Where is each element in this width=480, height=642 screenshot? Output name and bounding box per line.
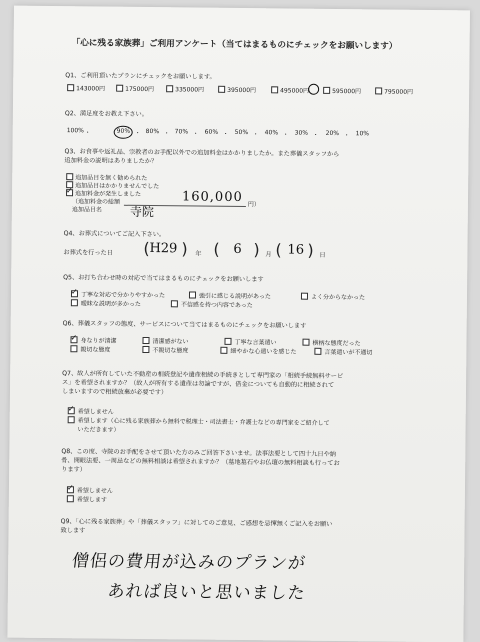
q4-paren-open: ( [275,240,282,260]
q3-option-checkbox[interactable] [66,173,73,180]
q1-selected-mark [308,84,319,95]
q4-date-label: お葬式を行った日 [63,249,113,257]
q9-label-2: 致します [60,527,86,535]
q4-paren-open: ( [213,239,220,259]
q6-option-label: 言葉遣いが不適切 [324,348,373,357]
q2-option-label[interactable]: 50% [234,128,249,137]
q8-option-checkbox[interactable] [67,495,74,502]
survey-sheet [7,6,470,642]
q4-year-suffix: 年 [195,250,202,258]
q1-option-checkbox[interactable] [166,85,173,92]
q6-option-label: 不親切な態度 [152,347,189,355]
q1-option-label: 175000円 [125,85,155,94]
q1-option-checkbox[interactable] [375,87,382,94]
q8-label-2: 骨、開眼法要、一周忌などの無料相談は希望されますか？（墓地墓石やお仏壇の無料相談も行ってお [61,457,340,468]
q3-label-2: 追加料金の説明はありましたか？ [64,157,158,166]
q6-label: Q6、葬儀スタッフの態度、サービスについて当てはまるものにチェックをお願いします [62,320,307,330]
q8-option-checkbox[interactable] [67,486,74,493]
q7-option-label: 希望しません [77,408,114,416]
q1-option-label: 335000円 [175,86,205,94]
q2-option-label[interactable]: 20% [325,129,340,138]
q1-option-checkbox[interactable] [67,84,74,91]
q3-option-checkbox[interactable] [66,189,73,196]
q5-option-checkbox[interactable] [71,299,78,306]
q7-label-3: しまいますので相続放棄が必要です） [61,388,168,397]
q6-option-checkbox[interactable] [220,347,227,354]
q8-option-label: 希望します [76,496,107,504]
survey-title: 「心に残る家族葬」ご利用アンケート（当てはまるものにチェックをお願いします） [71,38,398,52]
q1-label: Q1、ご利用頂いたプランにチェックをお願いします。 [65,72,216,81]
q6-option-checkbox[interactable] [142,346,149,353]
q6-option-label: 身なりが清潔 [80,337,117,345]
q1-option-label: 143000円 [76,85,106,93]
q4-paren-close: ) [181,239,188,259]
q6-option-checkbox[interactable] [142,337,149,344]
q3-amount-handwritten: 160,000 [181,189,243,206]
q2-selected-mark [114,126,133,139]
q6-option-label: 丁寧な言葉遣い [234,338,277,347]
q3-option-label: 追加品目を無く勧められた [75,174,148,183]
q2-separator: ・ [192,130,199,138]
q7-label-2: ス」を希望されますか？（故人が所有する遺産は勿論ですが、借金についても自動的に相続されて [62,379,335,389]
q4-month-handwritten: 6 [233,241,242,258]
q4-paren-open: ( [143,238,150,259]
q3-yen: 円） [247,201,260,209]
q1-option-checkbox[interactable] [116,85,123,92]
q6-option-label: 親切な態度 [80,346,111,354]
q6-option-checkbox[interactable] [70,336,77,343]
q2-option-label[interactable]: 60% [204,128,219,136]
q6-option-checkbox[interactable] [224,338,231,345]
q4-year-handwritten: H29 [149,241,178,257]
q2-option-label[interactable]: 70% [174,128,189,136]
q5-option-checkbox[interactable] [171,300,178,307]
q5-option-checkbox[interactable] [301,293,308,300]
q1-option-label: 495000円 [280,87,310,95]
q2-separator: ・ [282,131,289,139]
q5-option-label: よく分からなかった [310,293,366,302]
q2-separator: ・ [84,129,91,137]
q5-option-checkbox[interactable] [189,291,196,298]
q4-paren-close: ) [253,240,260,260]
q6-option-label: 細やかな心遣いを感じた [230,347,297,356]
q3-option-label: 追加品目はかかりませんでした [75,182,160,191]
q1-option-label: 595000円 [332,87,362,96]
q1-option-checkbox[interactable] [271,86,278,93]
q1-option-checkbox[interactable] [218,86,225,93]
q2-option-label[interactable]: 30% [294,129,309,137]
q5-label: Q5、お打ち合わせ時の対応で当てはまるものにチェックをお願いします [63,274,264,284]
q5-option-checkbox[interactable] [71,290,78,297]
q9-label-1: Q9、「心に残る家族葬」や「葬儀スタッフ」に対してのご意見、ご感想を忌憚無くご記入をお願い [60,518,333,528]
q3-item-label: 追加品目名 [71,206,102,214]
q2-option-label[interactable]: 10% [355,130,370,138]
q8-option-label: 希望しません [76,487,113,495]
q5-option-label: 曖昧な説明が多かった [80,300,141,308]
q5-option-label: 強引に感じる説明があった [198,292,271,301]
q3-label-1: Q3、お食事や返礼品、宗教者のお手配以外での追加料金はかかりましたか。また葬儀スタッフから [64,148,340,159]
q7-option-checkbox[interactable] [68,416,75,423]
q9-comment-line-2: あれば良いと思いました [106,581,307,604]
q8-label-3: ります） [61,466,86,474]
q6-option-checkbox[interactable] [70,345,77,352]
q4-day-suffix: 日 [319,251,326,259]
q4-paren-close: ) [307,240,314,260]
q8-label-1: Q8、この度、寺院のお手配をさせて頂いた方のみご回答下さいませ。法事法要として四十九日や納 [61,448,337,459]
q6-option-label: 横柄な態度だった [312,339,361,348]
q1-option-checkbox[interactable] [323,87,330,94]
q2-option-label[interactable]: 90% [116,127,131,135]
q7-option-label: 希望します（心に残る家族葬から無料で税理士・司法書士・弁護士などの専門家をご紹介して [77,417,330,427]
q4-month-suffix: 月 [265,251,272,259]
q7-option-checkbox[interactable] [68,407,75,414]
q3-option-label: 追加料金が発生しました [75,190,142,198]
q4-day-handwritten: 16 [287,242,305,258]
q9-comment-line-1: 僧侶の費用が込みのプランが [70,551,308,574]
q5-option-label: 不信感を持つ内容であった [180,301,253,310]
q2-option-label[interactable]: 80% [145,127,160,136]
q2-separator: ・ [312,131,319,139]
q2-separator: ・ [343,132,350,140]
q1-option-label: 395000円 [227,86,257,95]
q2-separator: ・ [163,130,170,138]
q3-total-label: （追加料金の総額 [71,198,121,206]
q3-item-handwritten: 寺院 [129,204,154,220]
q7-label-1: Q7、故人が所有していた不動産の相続登記や遺産相続の手続きとして専門家の「相続手続無料サービ [62,370,344,381]
q6-option-label: 清潔感がない [152,338,189,346]
q2-option-label[interactable]: 40% [264,129,279,137]
q7-option-continuation: いただきます） [77,426,120,434]
q5-option-label: 丁寧な対応で分かりやすかった [80,291,166,300]
q6-option-checkbox[interactable] [314,348,321,355]
q2-separator: ・ [252,131,259,139]
q2-separator: ・ [134,129,141,137]
q2-label: Q2、満足度をお教え下さい。 [64,110,148,119]
q4-label: Q4、お葬式についてご記入下さい。 [63,230,166,239]
q6-option-checkbox[interactable] [302,339,309,346]
q1-option-label: 795000円 [384,88,414,96]
q2-separator: ・ [222,130,229,138]
q2-option-label[interactable]: 100% [66,127,84,135]
